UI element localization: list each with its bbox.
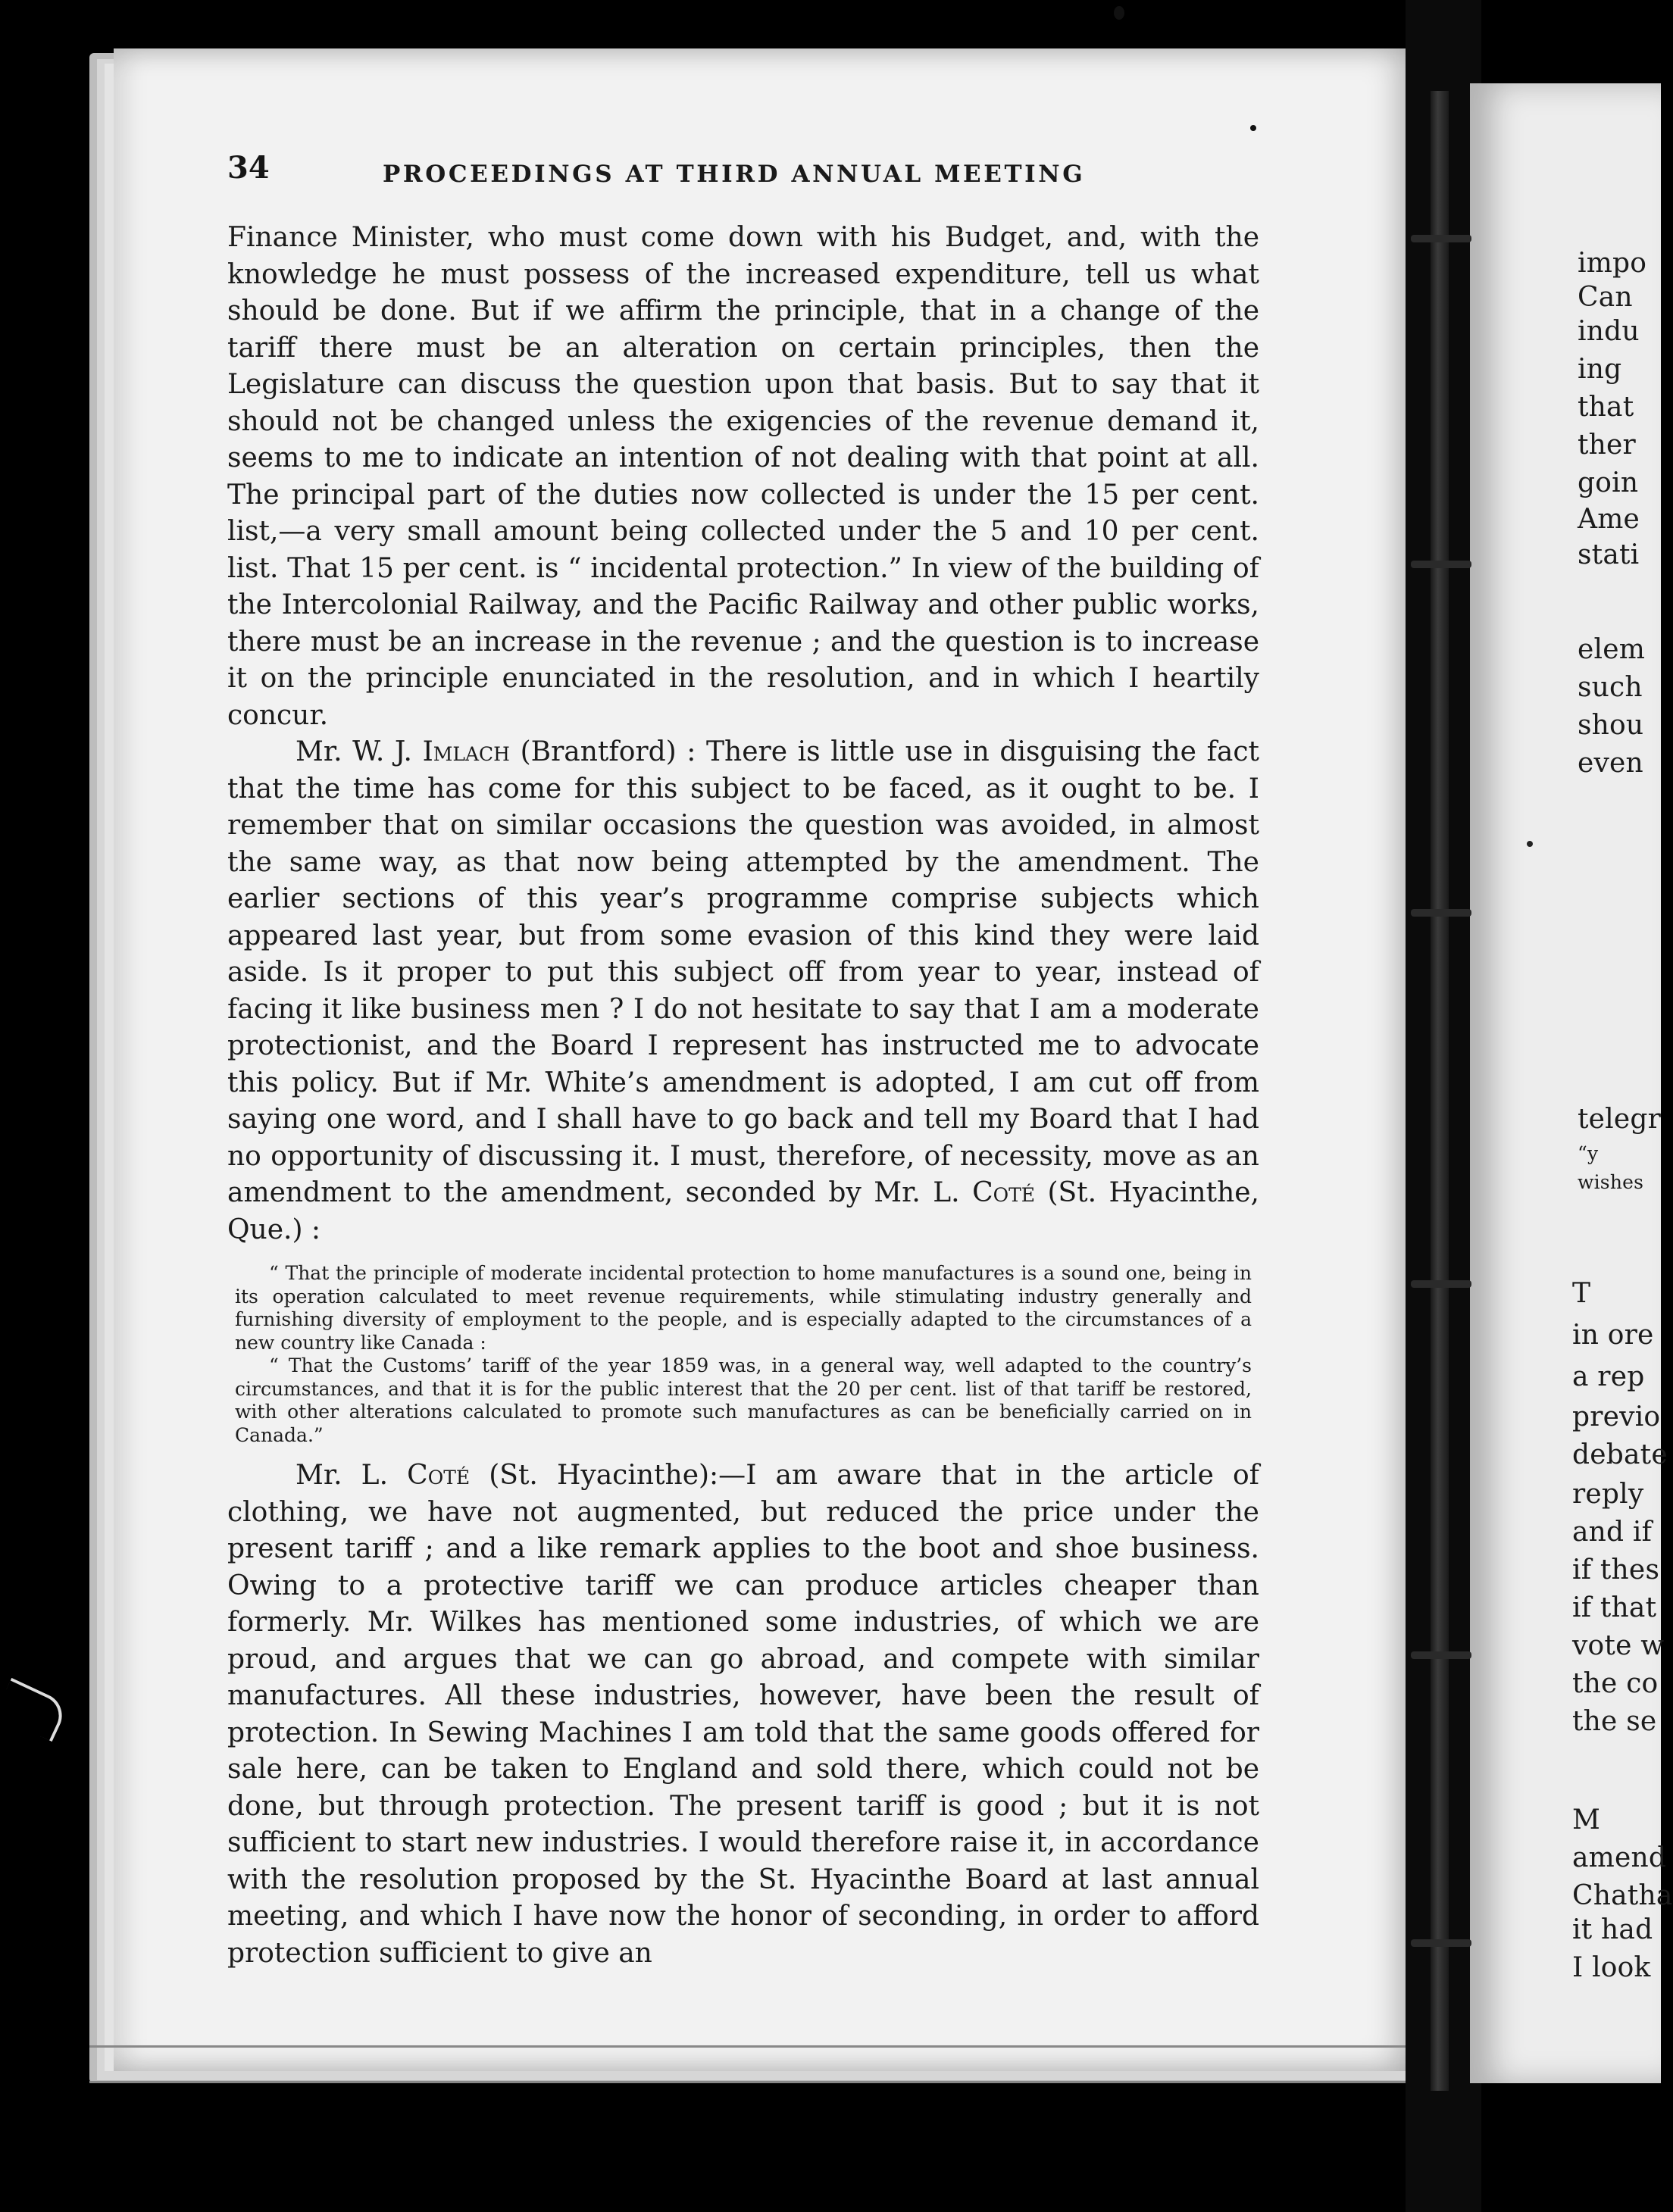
page-body	[227, 220, 1259, 1972]
right-page-fragment: I look	[1572, 1952, 1651, 1983]
right-page-fragment: and if	[1572, 1517, 1653, 1548]
right-page-fragment: even	[1578, 748, 1643, 779]
right-page-fragment: M	[1572, 1804, 1601, 1836]
right-page-fragment: a rep	[1572, 1361, 1645, 1392]
right-page-fragment: stati	[1578, 539, 1640, 570]
speaker-place: (Brantford) :	[509, 736, 707, 767]
right-page-fragment: such	[1578, 672, 1643, 703]
speaker-name: Imlach	[422, 736, 510, 767]
right-page-fragment: ing	[1578, 354, 1622, 385]
speaker-prefix: Mr. L.	[296, 1460, 408, 1491]
right-page-fragment: telegr	[1578, 1104, 1662, 1135]
running-head: PROCEEDINGS AT THIRD ANNUAL MEETING	[383, 161, 1086, 188]
scan-speck	[1114, 6, 1124, 20]
right-page-fragment: if thes	[1572, 1554, 1660, 1586]
right-page-fragment: in ore	[1572, 1320, 1654, 1351]
quote-paragraph: “ That the principle of moderate incidental protection to home manufactures is a sound one, being in its operation calculated to meet revenue requirements, while stimulating industry generally and furnishing diversity of employment to the people, and is especially adapted to the circumstances of a new country like Canada :	[235, 1262, 1252, 1354]
right-page-fragment: previo	[1572, 1401, 1661, 1432]
page-number: 34	[227, 150, 270, 186]
right-page-fragment: if that	[1572, 1592, 1657, 1623]
speech-text: There is little use in disguising the fact that the time has come for this subject to be faced, as it ought to be. I remember that on similar occasions the question was avoided, in almost the same way, as that now being attempted by the amendment. The earlier sections of this year’s programme comprise subjects which appeared last year, but from some evasion of this kind they were laid aside. Is it proper to put this subject off from year to year, instead of facing it like business men ? I do not hesitate to say that I am a moderate protectionist, and the Board I represent has instructed me to advocate this policy. But if Mr. White’s amendment is adopted, I am cut off from saying one word, and I shall have to go back and tell my Board that I had no opportunity of discussing it. I must, therefore, of necessity, move as an amendment to the amendment, seconded by Mr. L.	[227, 736, 1259, 1208]
binding-stitch	[1411, 909, 1471, 917]
right-page-fragment: Ame	[1578, 504, 1640, 535]
resolution-quote	[235, 1262, 1252, 1447]
right-page-fragment: amend	[1572, 1842, 1667, 1873]
right-page-fragment: Can	[1578, 282, 1633, 313]
scan-artifact	[0, 1678, 69, 1742]
speaker-place: (St. Hyacinthe):—	[470, 1460, 746, 1491]
quote-paragraph: “ That the Customs’ tariff of the year 1859 was, in a general way, well adapted to the country’s circumstances, and that it is for the public interest that the 20 per cent. list of that tariff be restored, with other alterations calculated to promote such manufactures as can be beneficially carried on in Canada.”	[235, 1354, 1252, 1446]
right-page-fragment: vote w	[1572, 1630, 1665, 1661]
right-page-fragment: ther	[1578, 430, 1636, 461]
binding-stitch	[1411, 1651, 1471, 1659]
right-page-fragment: reply	[1572, 1479, 1644, 1510]
speech-paragraph	[227, 734, 1259, 1248]
speech-paragraph	[227, 1457, 1259, 1972]
page-bottom-edges	[89, 2045, 1423, 2083]
right-page-fragment: elem	[1578, 634, 1646, 665]
right-page-fragment: that	[1578, 392, 1634, 423]
right-page-fragment: the se	[1572, 1706, 1657, 1737]
right-page-fragment: debate	[1572, 1439, 1668, 1470]
scan-speck	[1527, 841, 1533, 847]
page-header	[227, 150, 1485, 188]
seconder-name: Coté	[972, 1177, 1036, 1208]
seconder-place: (St. Hyacinthe, Que.) :	[227, 1177, 1259, 1245]
binding-stitch	[1411, 235, 1471, 242]
right-page-fragment: “y	[1578, 1142, 1599, 1164]
binding-spine	[1431, 91, 1449, 2091]
binding-stitch	[1411, 1939, 1471, 1947]
speaker-name: Coté	[407, 1460, 471, 1491]
right-page	[1470, 83, 1661, 2083]
right-page-fragment: Chatha	[1572, 1880, 1673, 1911]
binding-stitch	[1411, 1280, 1471, 1288]
speaker-prefix: Mr. W. J.	[296, 736, 423, 767]
right-page-fragment: shou	[1578, 710, 1644, 741]
scan-speck	[1250, 125, 1256, 131]
right-page-fragment: it had	[1572, 1914, 1653, 1945]
speech-text: I am aware that in the article of clothing, we have not augmented, but reduced the price under the present tariff ; and a like remark applies to the boot and shoe business. Owing to a protective tariff we can produce articles cheaper than formerly. Mr. Wilkes has mentioned some industries, of which we are proud, and argues that we can go abroad, and compete with similar manufactures. All these industries, however, have been the result of protection. In Sewing Machines I am told that the same goods offered for sale here, can be taken to England and sold there, which could not be done, but through protection. The present tariff is good ; but it is not sufficient to start new industries. I would therefore raise it, in accordance with the resolution proposed by the St. Hyacinthe Board at last annual meeting, and which I have now the honor of seconding, in order to afford protection sufficient to give an	[227, 1460, 1259, 1969]
right-page-fragment: indu	[1578, 316, 1640, 347]
right-page-fragment: impo	[1578, 248, 1647, 279]
right-page-fragment: the co	[1572, 1668, 1659, 1699]
paragraph: Finance Minister, who must come down with his Budget, and, with the knowledge he must possess of the increased expenditure, tell us what should be done. But if we affirm the principle, that in a change of the tariff there must be an alteration on certain principles, then the Legislature can discuss the question upon that basis. But to say that it should not be changed unless the exigencies of the revenue demand it, seems to me to indicate an intention of not dealing with that point at all. The principal part of the duties now collected is under the 15 per cent. list,—a very small amount being collected under the 5 and 10 per cent. list. That 15 per cent. is “ incidental protection.” In view of the building of the Intercolonial Railway, and the Pacific Railway and other public works, there must be an increase in the revenue ; and the question is to increase it on the principle enunciated in the resolution, and in which I heartily concur.	[227, 222, 1259, 731]
right-page-fragment: wishes	[1578, 1171, 1644, 1193]
right-page-fragment: T	[1572, 1278, 1591, 1309]
right-page-fragment: goin	[1578, 467, 1639, 498]
binding-stitch	[1411, 561, 1471, 568]
